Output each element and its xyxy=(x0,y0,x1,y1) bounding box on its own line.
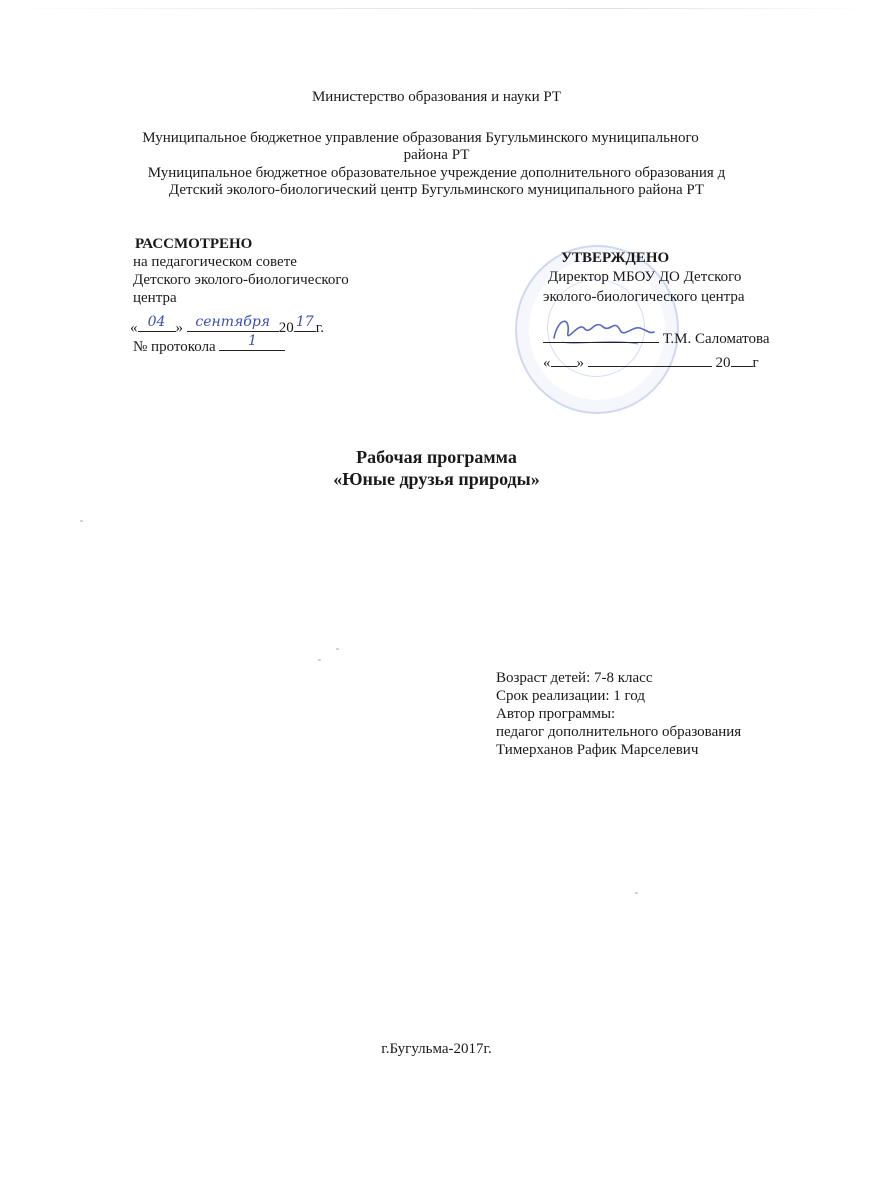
approved-month-field xyxy=(588,352,712,367)
author-position: педагог дополнительного образования xyxy=(496,724,742,740)
date-open-quote: « xyxy=(130,320,138,336)
date-close-quote: » xyxy=(175,320,183,336)
approved-heading: УТВЕРЖДЕНО xyxy=(561,250,670,266)
approved-close-quote: » xyxy=(576,355,584,371)
approved-year-field xyxy=(731,352,753,367)
scan-speck xyxy=(80,520,83,522)
management-line-2: района РТ xyxy=(403,147,470,163)
reviewed-line-1: на педагогическом совете xyxy=(133,254,297,270)
approved-year-end: г xyxy=(752,355,759,371)
date-year-prefix: 20 xyxy=(278,320,294,336)
scan-speck xyxy=(635,892,638,894)
institution-line-1: Муниципальное бюджетное образовательное учреждение дополнительного образования д xyxy=(147,165,726,181)
approved-signer-line xyxy=(543,328,770,348)
scan-edge-shadow xyxy=(0,8,873,9)
institution-line-2: Детский эколого-биологический центр Бугульминского муниципального района РТ xyxy=(168,182,705,198)
date-year-handwritten: 17 xyxy=(295,314,314,330)
approved-signer: Т.М. Саломатова xyxy=(662,331,770,347)
signature-field xyxy=(543,328,659,343)
author-name: Тимерханов Рафик Марселевич xyxy=(496,742,699,758)
protocol-line xyxy=(133,333,285,356)
scan-speck xyxy=(336,648,339,650)
protocol-number-handwritten: 1 xyxy=(248,333,257,349)
ministry-heading: Министерство образования и науки РТ xyxy=(311,89,562,105)
date-year-field xyxy=(294,314,316,332)
approved-year-prefix: 20 xyxy=(715,355,731,371)
approved-line-2: эколого-биологического центра xyxy=(543,289,745,305)
place-year: г.Бугульма-2017г. xyxy=(381,1041,492,1057)
implementation-term: Срок реализации: 1 год xyxy=(496,688,645,704)
protocol-label: № протокола xyxy=(133,339,216,355)
protocol-number-field xyxy=(219,333,285,351)
date-day-handwritten: 04 xyxy=(147,314,166,330)
date-day-field xyxy=(138,314,176,332)
reviewed-line-3: центра xyxy=(133,290,177,306)
date-month-field xyxy=(187,314,279,332)
children-age: Возраст детей: 7-8 класс xyxy=(496,670,653,686)
approved-day-field xyxy=(551,352,577,367)
date-month-handwritten: сентября xyxy=(195,314,271,330)
reviewed-line-2: Детского эколого-биологического xyxy=(133,272,349,288)
program-name: «Юные друзья природы» xyxy=(333,469,540,489)
management-line-1: Муниципальное бюджетное управление образования Бугульминского муниципального xyxy=(142,130,699,146)
date-year-end: г. xyxy=(315,320,324,336)
reviewed-heading: РАССМОТРЕНО xyxy=(135,236,253,252)
scan-speck xyxy=(318,659,321,661)
approved-date xyxy=(543,352,759,372)
approved-open-quote: « xyxy=(543,355,551,371)
program-title: Рабочая программа xyxy=(356,447,517,467)
author-label: Автор программы: xyxy=(496,706,616,722)
approved-line-1: Директор МБОУ ДО Детского xyxy=(548,269,742,285)
